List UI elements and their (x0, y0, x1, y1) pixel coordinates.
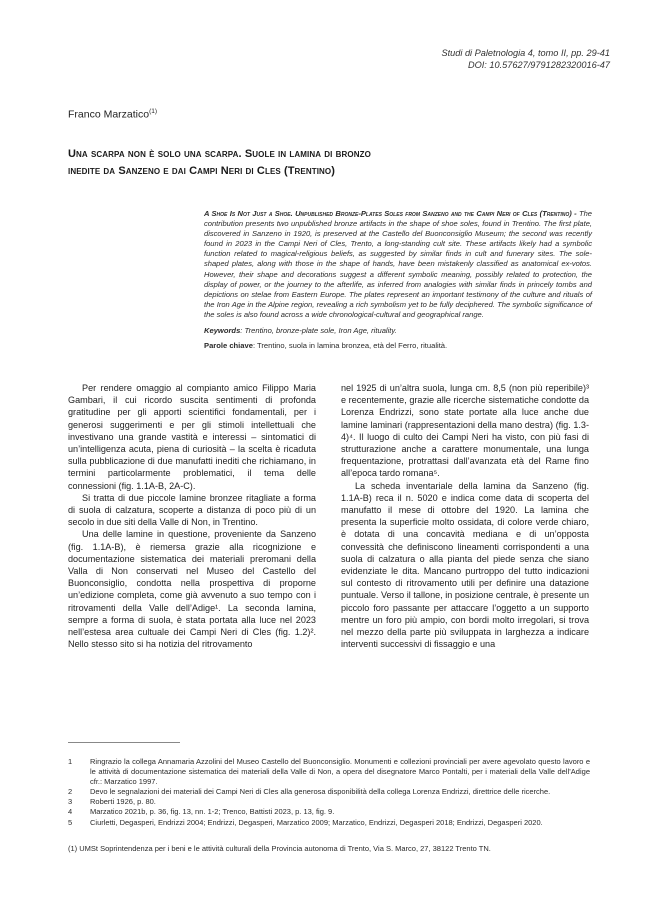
title-line-2: inedite da Sanzeno e dai Campi Neri di Cles (Trentino) (68, 165, 336, 177)
body-paragraph: Per rendere omaggio al compianto amico Filippo Maria Gambari, il cui ricordo suscita sentimenti di profonda gratitudine per gli apporti scientifici fondamentali, per i generosi suggerimenti e per gli stimoli intellettuali che investivano una grande vastità e interessi – sintomatici di un’intelligenza acuta, piena di curiosità – la scelta è ricaduta sulla pubblicazione di due manufatti inediti che richiamano, in termini particolarmente problematici, il tema delle connessioni (fig. 1.1A-B, 2A-C). (68, 383, 316, 491)
body-paragraph: La scheda inventariale della lamina da Sanzeno (fig. 1.1A-B) reca il n. 5020 e indica come data di scoperta del manufatto il mese di ottobre del 1920. La lamina che presenta la superficie molto ossidata, di colore verde chiaro, è dotata di una concavità mediana e di un’opposta convessità che definiscono lineamenti corrispondenti a una suola di calzatura o alla pianta del piede senza che siano evidenziate le dita. Mancano purtroppo del tutto indicazioni sul contesto di ritrovamento utili per definire una datazione puntuale. Verso il tallone, in posizione centrale, è presente un piccolo foro passante per attaccare l’oggetto a un supporto mentre un foro più ampio, con bordi molto irregolari, si trova nel mezzo della parte più sviluppata in larghezza a indicare interventi successivi di fissaggio e una (341, 480, 589, 650)
footnote (68, 807, 590, 817)
footnote-text: Roberti 1926, p. 80. (90, 797, 156, 807)
keywords-label: Keywords (204, 326, 241, 335)
footnote-text: Devo le segnalazioni dei materiali dei Campi Neri di Cles alla generosa disponibilità della collega Lorenza Endrizzi, direttrice delle ricerche. (90, 787, 551, 797)
abstract-text: The contribution presents two unpublished bronze artifacts in the shape of shoe soles, found in Trentino. The first plate, discovered in Sanzeno in 1920, is preserved at the Castello del Buonconsiglio Museum; the second was recently found in 2023 in the Campi Neri of Cles, Trento, a long-standing cult site. These artifacts likely had a symbolic function related to magical-religious beliefs, as suggested by similar finds in cult and funerary sites. The sole-shaped plates, along with those in the shape of hands, have been mistakenly classified as anatomical ex-votos. However, their shape and decorations suggest a different symbolic meaning, possibly related to protection, the display of power, or the journey to the afterlife, as inferred from analogies with similar finds in princely tombs and depictions on stelae from Eastern Europe. The plates represent an important testimony of the culture and rituals of the Iron Age in the Alpine region, revealing a rich symbolism yet to be fully deciphered. The symbolic significance of the soles is also found across a wide chronological-cultural and geographical range. (204, 209, 592, 319)
footnote (68, 818, 590, 828)
footnote-text: Marzatico 2021b, p. 36, fig. 13, nn. 1-2; Trenco, Battisti 2023, p. 13, fig. 9. (90, 807, 335, 817)
footnote-number: 5 (68, 817, 73, 827)
footnote-number: 3 (68, 797, 73, 807)
footnote-number: 4 (68, 807, 73, 817)
footnote-number: 2 (68, 787, 73, 797)
journal-reference: Studi di Paletnologia 4, tomo II, pp. 29-41 (441, 48, 610, 58)
footnote (68, 797, 590, 807)
footnote (68, 757, 590, 787)
body-paragraph: Una delle lamine in questione, proveniente da Sanzeno (fig. 1.1A-B), è riemersa grazie alla ricognizione e documentazione sistematica dei materiali preromani della Valla di Non conservati nel Museo del Castello del Buonconsiglio, condotta nella prospettiva di proporne un’edizione completa, come già avvenuto a suo tempo con i ritrovamenti della Valle dell’Adige¹. La seconda lamina, sempre a forma di suola, è stata portata alla luce nel 2023 nell’estesa area cultuale dei Campi Neri di Cles (fig. 1.2)². Nello stesso sito si ha notizia del ritrovamento (68, 529, 316, 650)
abstract-heading: A Shoe Is Not Just a Shoe. Unpublished Bronze-Plates Soles from Sanzeno and the Campi Neri of Cles (Trentino) - (204, 209, 577, 218)
footnote-number: 1 (68, 757, 73, 766)
author-line (68, 108, 157, 121)
footnote-divider (68, 742, 180, 743)
parole-chiave (204, 341, 592, 351)
title-line-1: Una scarpa non è solo una scarpa. Suole in lamina di bronzo (68, 148, 371, 160)
body-paragraph: Si tratta di due piccole lamine bronzee ritagliate a forma di suola di calzatura, scoperte a distanza di poco più di un secolo in due siti della Valle di Non, in Trentino. (68, 492, 316, 528)
footnote-text: Ciurletti, Degasperi, Endrizzi 2004; Endrizzi, Degasperi, Marzatico 2009; Marzatico, Endrizzi, Degasperi 2018; Endrizzi, Degasperi 2020. (90, 817, 543, 827)
body-column-left (68, 382, 316, 650)
footnotes (68, 757, 590, 828)
keywords (204, 326, 592, 336)
author-affiliation-mark: (1) (149, 108, 158, 115)
footnote-text: Ringrazio la collega Annamaria Azzolini del Museo Castello del Buonconsiglio. Monumenti e collezioni provinciali per avere agevolato questo lavoro e le attività di documentazione sistematica dei materiali della Valle di Non, a opera del disegnatore Marco Pontalti, per i materiali della Valle dell’Adige cfr.: Marzatico 1997. (90, 757, 590, 787)
abstract (204, 209, 592, 320)
keywords-text: : Trentino, bronze-plate sole, Iron Age, rituality. (240, 326, 397, 335)
body-paragraph: nel 1925 di un’altra suola, lunga cm. 8,5 (non più reperibile)³ e recentemente, grazie alle ricerche sistematiche condotte da Lorenza Endrizzi, sono state portate alla luce anche due lamine laminari (rappresentazioni della mano destra) (fig. 1.3-4)⁴. Il luogo di culto dei Campi Neri ha visto, con più fasi di strutturazione anche a carattere monumentale, una lunga frequentazione, protrattasi dall’avanzata età del Rame fino all’epoca tardo romana⁵. (341, 383, 589, 479)
journal-header (441, 47, 610, 71)
parole-chiave-text: : Trentino, suola in lamina bronzea, età del Ferro, ritualità. (252, 341, 448, 350)
author-name: Franco Marzatico (68, 108, 150, 121)
author-affiliation: (1) UMSt Soprintendenza per i beni e le attività culturali della Provincia autonoma di Trento, Via S. Marco, 27, 38122 Trento TN. (68, 844, 491, 853)
doi: DOI: 10.57627/9791282320016-47 (467, 60, 610, 70)
body-column-right (341, 382, 589, 650)
parole-chiave-label: Parole chiave (204, 341, 253, 350)
footnote (68, 787, 590, 797)
article-title (68, 146, 588, 180)
